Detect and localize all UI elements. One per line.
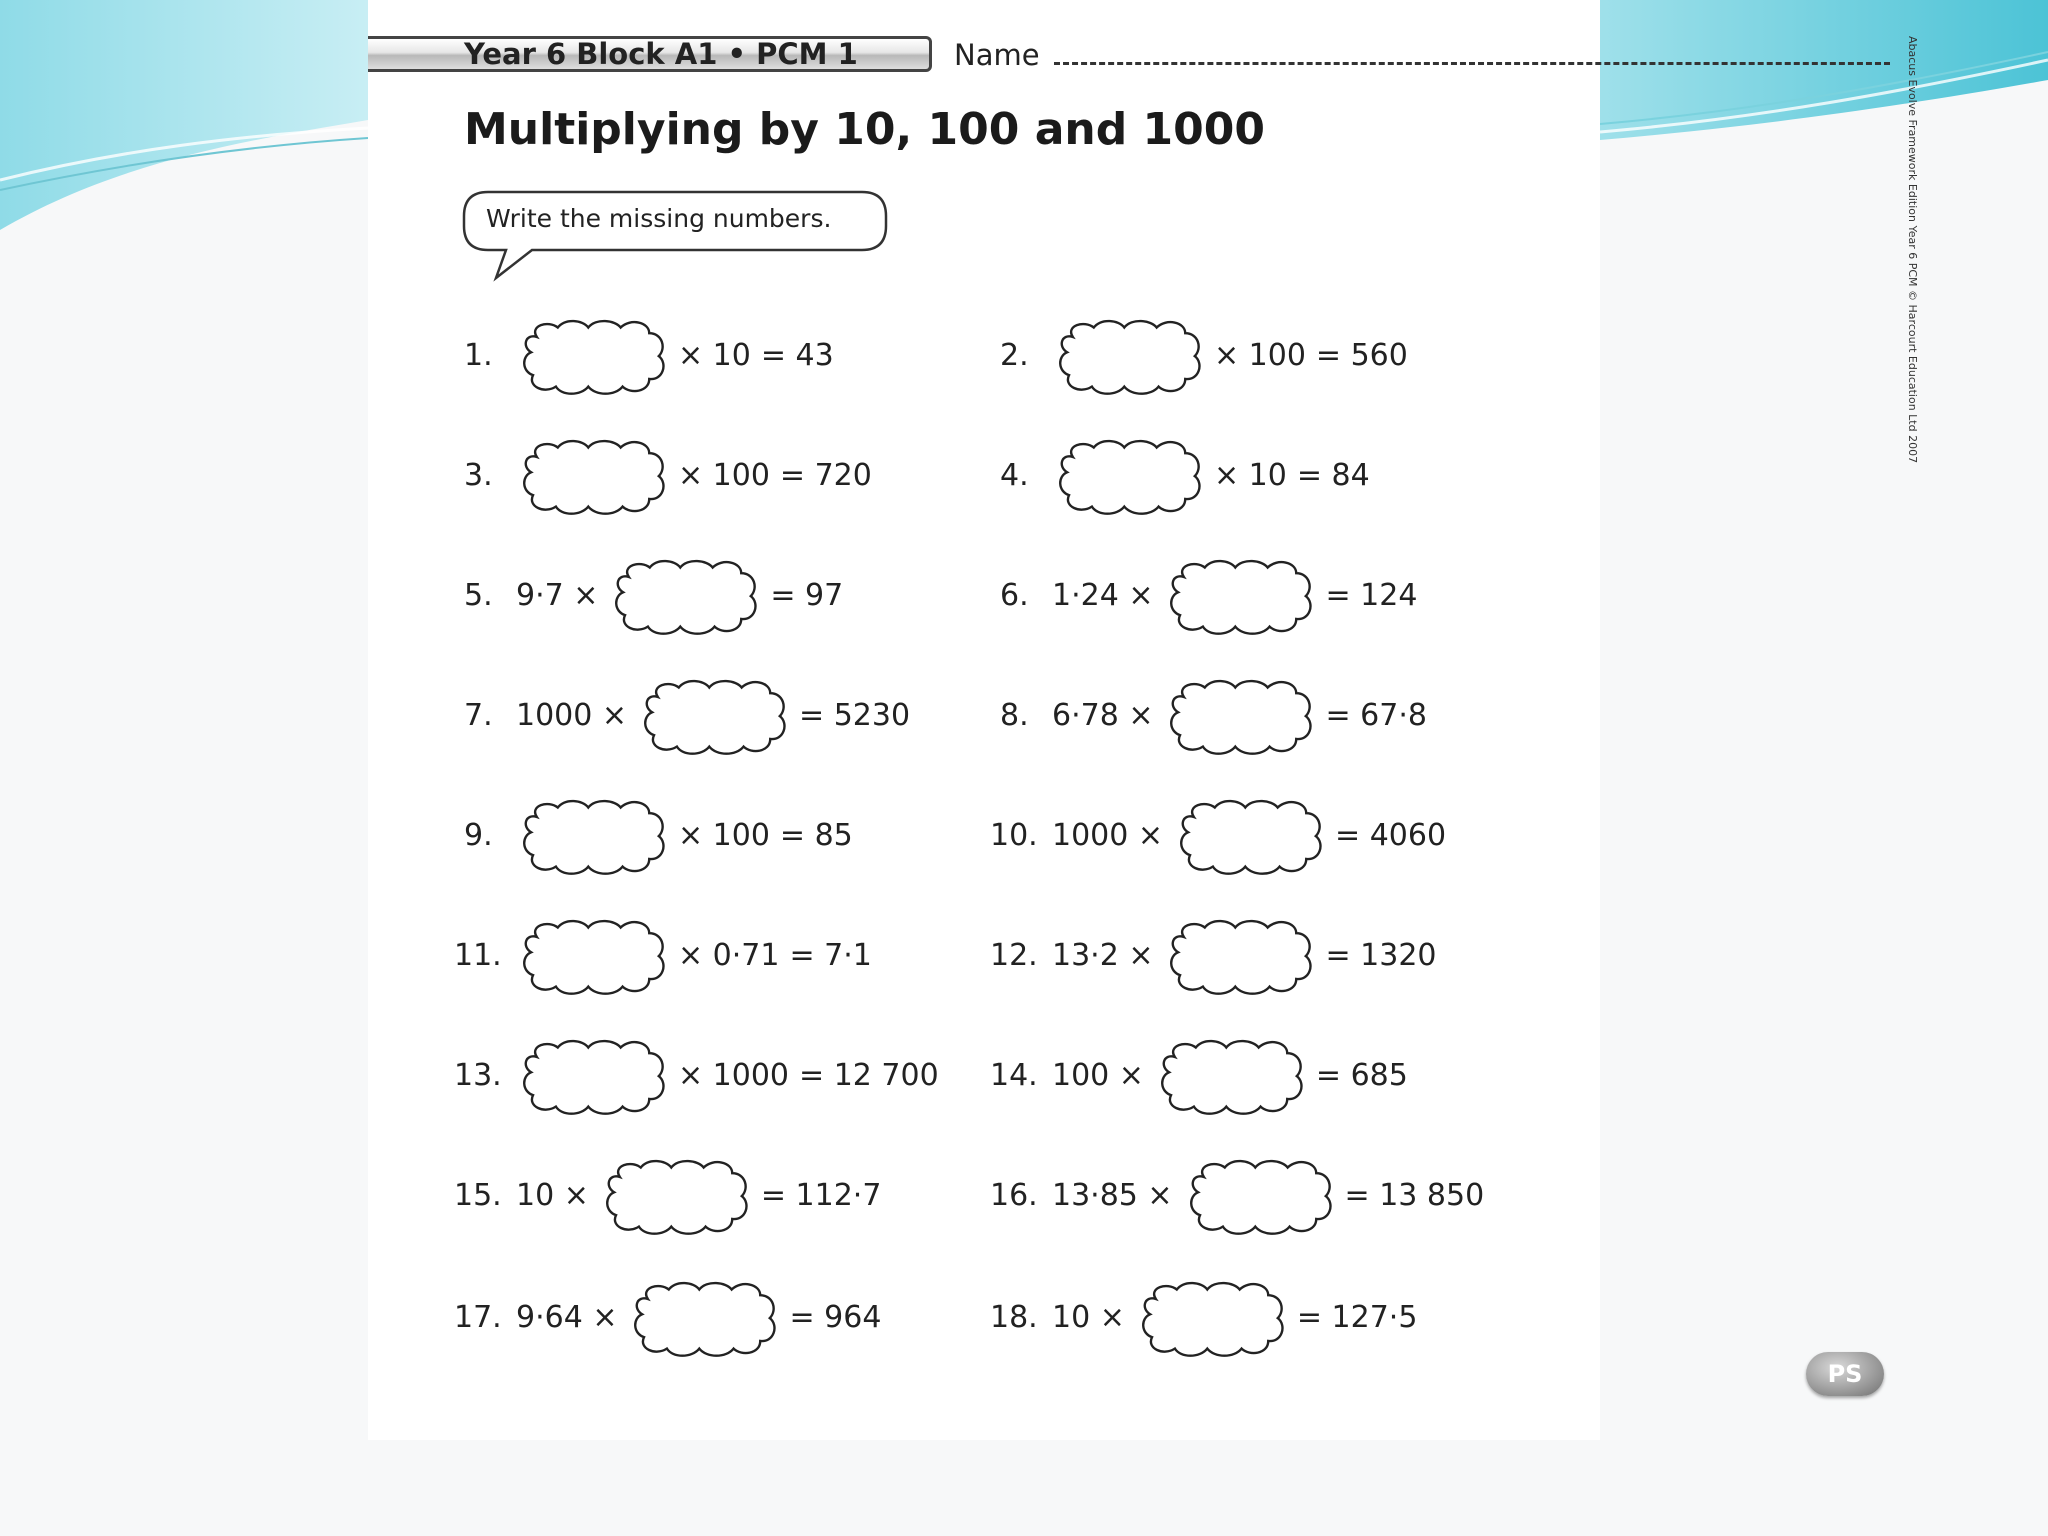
problem-factor-after: × 100 xyxy=(678,818,770,853)
problem-result: = 127·5 xyxy=(1296,1300,1418,1335)
problem-number: 10. xyxy=(990,818,1038,853)
problem-number: 12. xyxy=(990,938,1038,973)
answer-cloud-input[interactable] xyxy=(516,798,672,878)
problem-result: = 5230 xyxy=(799,698,911,733)
problem-item xyxy=(1000,438,1520,514)
problem-result: = 13 850 xyxy=(1344,1178,1485,1213)
problem-item xyxy=(464,678,984,754)
problem-result: = 720 xyxy=(779,458,872,493)
problem-factor-before: 1000 × xyxy=(1052,818,1164,853)
answer-cloud-input[interactable] xyxy=(516,438,672,518)
problem-number: 15. xyxy=(454,1178,502,1213)
answer-cloud-input[interactable] xyxy=(516,918,672,998)
answer-cloud-input[interactable] xyxy=(1052,318,1208,398)
answer-cloud-input[interactable] xyxy=(627,1280,783,1360)
problem-result: = 12 700 xyxy=(799,1058,939,1093)
problem-number: 14. xyxy=(990,1058,1038,1093)
problem-number: 2. xyxy=(1000,338,1029,373)
instruction-bubble xyxy=(462,190,888,250)
problem-factor-after: × 0·71 xyxy=(678,938,780,973)
problem-result: = 1320 xyxy=(1325,938,1437,973)
answer-cloud-input[interactable] xyxy=(1154,1038,1310,1118)
answer-cloud-input[interactable] xyxy=(1183,1158,1339,1238)
problem-factor-after: × 1000 xyxy=(678,1058,790,1093)
problem-result: = 4060 xyxy=(1335,818,1447,853)
problem-factor-after: × 10 xyxy=(678,338,751,373)
problem-number: 17. xyxy=(454,1300,502,1335)
problem-number: 5. xyxy=(464,578,493,613)
problem-factor-before: 10 × xyxy=(516,1178,589,1213)
answer-cloud-input[interactable] xyxy=(1163,558,1319,638)
problem-number: 18. xyxy=(990,1300,1038,1335)
problem-factor-before: 9·64 × xyxy=(516,1300,618,1335)
problem-factor-before: 13·2 × xyxy=(1052,938,1154,973)
problem-result: = 112·7 xyxy=(760,1178,882,1213)
answer-cloud-input[interactable] xyxy=(1052,438,1208,518)
problem-result: = 67·8 xyxy=(1325,698,1427,733)
header-title: Year 6 Block A1 • PCM 1 xyxy=(464,37,858,71)
problem-result: = 84 xyxy=(1296,458,1370,493)
problem-factor-before: 13·85 × xyxy=(1052,1178,1173,1213)
problem-number: 11. xyxy=(454,938,502,973)
ps-badge: PS xyxy=(1806,1352,1884,1396)
name-label: Name xyxy=(954,38,1040,72)
problem-item xyxy=(454,1158,974,1234)
problem-number: 9. xyxy=(464,818,493,853)
problem-factor-before: 10 × xyxy=(1052,1300,1125,1335)
problem-number: 8. xyxy=(1000,698,1029,733)
answer-cloud-input[interactable] xyxy=(516,318,672,398)
problem-factor-before: 6·78 × xyxy=(1052,698,1154,733)
worksheet-title: Multiplying by 10, 100 and 1000 xyxy=(464,104,1266,155)
answer-cloud-input[interactable] xyxy=(516,1038,672,1118)
problem-item xyxy=(990,918,1510,994)
problem-result: = 43 xyxy=(760,338,834,373)
problem-factor-before: 1000 × xyxy=(516,698,628,733)
problem-number: 4. xyxy=(1000,458,1029,493)
answer-cloud-input[interactable] xyxy=(608,558,764,638)
problem-item xyxy=(464,318,984,394)
problem-number: 1. xyxy=(464,338,493,373)
answer-cloud-input[interactable] xyxy=(599,1158,755,1238)
problem-number: 6. xyxy=(1000,578,1029,613)
name-field[interactable] xyxy=(1054,62,1890,65)
problem-result: = 964 xyxy=(789,1300,882,1335)
problem-factor-before: 9·7 × xyxy=(516,578,599,613)
answer-cloud-input[interactable] xyxy=(1135,1280,1291,1360)
problem-result: = 7·1 xyxy=(789,938,872,973)
problem-item xyxy=(1000,318,1520,394)
problem-result: = 97 xyxy=(770,578,844,613)
problem-factor-after: × 100 xyxy=(1214,338,1306,373)
problem-result: = 560 xyxy=(1315,338,1408,373)
problem-item xyxy=(990,1280,1510,1356)
problem-factor-after: × 100 xyxy=(678,458,770,493)
problem-item xyxy=(990,798,1510,874)
instruction-text: Write the missing numbers. xyxy=(486,204,832,233)
problem-factor-before: 100 × xyxy=(1052,1058,1144,1093)
problem-number: 7. xyxy=(464,698,493,733)
problem-item xyxy=(464,558,984,634)
problem-item xyxy=(464,438,984,514)
copyright-text: Abacus Evolve Framework Edition Year 6 PCM © Harcourt Education Ltd 2007 xyxy=(1906,36,1919,464)
copyright-note xyxy=(1902,36,1922,540)
problem-result: = 124 xyxy=(1325,578,1418,613)
problem-factor-after: × 10 xyxy=(1214,458,1287,493)
problem-item xyxy=(454,1280,974,1356)
problem-number: 13. xyxy=(454,1058,502,1093)
problem-item xyxy=(990,1038,1510,1114)
answer-cloud-input[interactable] xyxy=(1163,918,1319,998)
problem-item xyxy=(454,1038,974,1114)
problem-factor-before: 1·24 × xyxy=(1052,578,1154,613)
problem-number: 3. xyxy=(464,458,493,493)
problem-result: = 85 xyxy=(779,818,853,853)
problem-item xyxy=(454,918,974,994)
problem-item xyxy=(1000,678,1520,754)
worksheet-page xyxy=(368,0,1919,1440)
answer-cloud-input[interactable] xyxy=(1163,678,1319,758)
problem-number: 16. xyxy=(990,1178,1038,1213)
problem-result: = 685 xyxy=(1315,1058,1408,1093)
answer-cloud-input[interactable] xyxy=(637,678,793,758)
problem-item xyxy=(1000,558,1520,634)
problem-item xyxy=(464,798,984,874)
answer-cloud-input[interactable] xyxy=(1173,798,1329,878)
problem-item xyxy=(990,1158,1510,1234)
